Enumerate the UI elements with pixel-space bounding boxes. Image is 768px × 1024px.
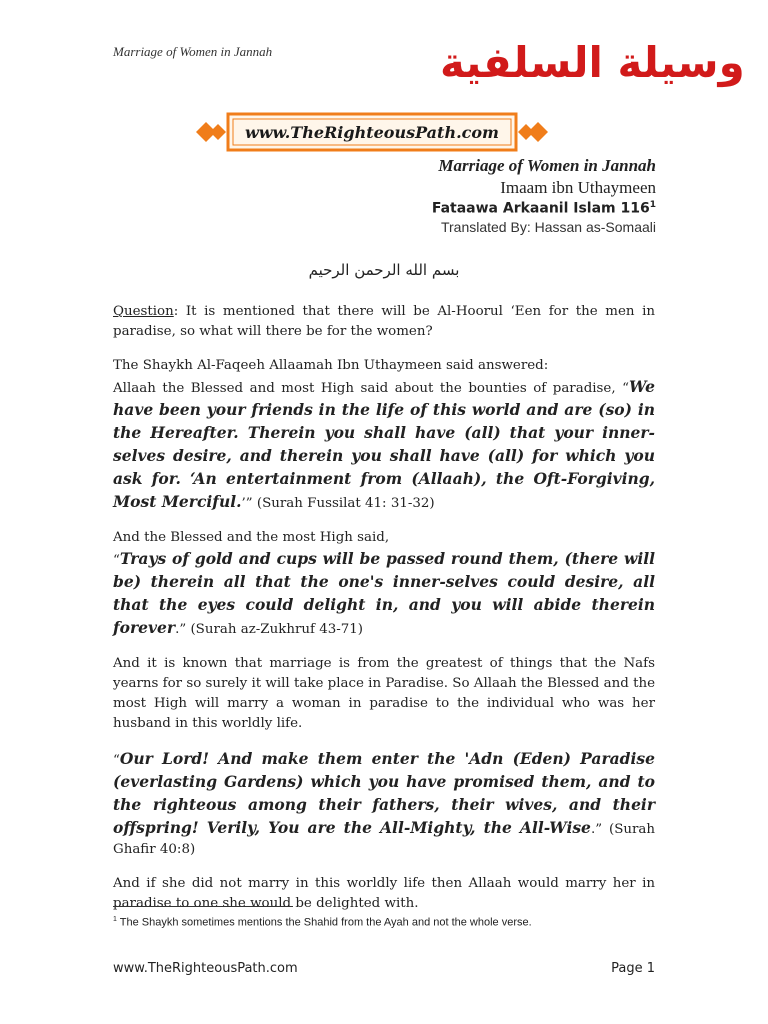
running-header-title: Marriage of Women in Jannah xyxy=(113,44,273,59)
body-paragraph-3: And it is known that marriage is from the greatest of things that the Nafs yearns for so surely it will take place in Paradise. So Allaah the Blessed and the most High will marry a woman in paradise to the individual who was her husband in this worldly life. xyxy=(113,656,655,731)
quote-paragraph-3: “Our Lord! And make them enter the 'Adn (Eden) Paradise (everlasting Gardens) which you have promised them, and to the righteous among their fathers, their wives, and their offspring! Verily, You are the All-Mighty, the All-Wise.” (Surah Ghafir 40:8) xyxy=(113,749,656,857)
footnote-divider xyxy=(113,906,293,907)
bismillah-calligraphy xyxy=(308,254,460,284)
doc-source: Fataawa Arkaanil Islam $116^1$ xyxy=(431,200,656,217)
footnote-ref: 1 xyxy=(649,200,656,210)
svg-text:بسم الله الرحمن الرحيم: بسم الله الرحمن الرحيم xyxy=(308,261,460,279)
quote-ref-2: (Surah az-Zukhruf 43-71) xyxy=(186,622,364,637)
footnote: $^1$ The Shaykh sometimes mentions the Shahid from the Ayah and not the whole verse. xyxy=(113,916,532,929)
title-block xyxy=(432,156,656,235)
question-paragraph: Question: It is mentioned that there will be Al-Hoorul ‘Een for the men in paradise, so what will there be for the women? xyxy=(113,304,655,339)
footer-site: www.TheRighteousPath.com xyxy=(113,961,298,976)
quran-quote-2: Trays of gold and cups will be passed round them, (there will be) therein all that the one's inner-selves could desire, all that the eyes could delight in, and you will abide therein forever xyxy=(113,549,655,637)
answer-paragraph-1: The Shaykh Al-Faqeeh Allaamah Ibn Uthaymeen said answered: xyxy=(113,358,549,373)
question-label: Question xyxy=(113,304,174,319)
doc-translator: Translated By: Hassan as-Somaali xyxy=(440,218,656,235)
quote-paragraph-2: And the Blessed and the most High said, “Trays of gold and cups will be passed round them, (there will be) therein all that the one's inner-selves could desire, all that the eyes could delight in, and you will abide therein forever.” (Surah az-Zukhruf 43-71) xyxy=(113,530,655,637)
site-banner xyxy=(196,110,548,154)
quote-ref-3: (Surah Ghafir 40:8) xyxy=(113,822,656,857)
doc-author: Imaam ibn Uthaymeen xyxy=(500,178,656,197)
body-content xyxy=(113,302,655,928)
footer-page-number: Page 1 xyxy=(611,961,655,976)
quote-paragraph-1: Allaah the Blessed and most High said about the bounties of paradise, “We have been your friends in the life of this world and are (so) in the Hereafter. Therein you shall have (all) that your inner-selves desire, and therein you shall have (all) for which you ask for. ‘An entertainment from (Allaah), the Oft-Forgiving, Most Merciful.’” (Surah Fussilat 41: 31-32) xyxy=(113,377,655,511)
doc-title: Marriage of Women in Jannah xyxy=(438,156,656,175)
quran-quote-1: We have been your friends in the life of this world and are (so) in the Hereafter. Therein you shall have (all) that your inner-selves desire, and therein you shall have (all) for which you ask for. ‘An entertainment from (Allaah), the Oft-Forgiving, Most Merciful. xyxy=(113,377,655,511)
arabic-logo: وسيلة السلفية xyxy=(440,38,745,87)
banner-text: www.TheRighteousPath.com xyxy=(245,123,499,142)
quran-quote-3: Our Lord! And make them enter the 'Adn (Eden) Paradise (everlasting Gardens) which you have promised them, and to the righteous among their fathers, their wives, and their offspring! Verily, You are the All-Mighty, the All-Wise xyxy=(113,749,655,837)
quote-ref-1: (Surah Fussilat 41: 31-32) xyxy=(252,496,435,511)
body-paragraph-5: And if she did not marry in this worldly life then Allaah would marry her in paradise to one she would be delighted with. xyxy=(113,876,655,911)
